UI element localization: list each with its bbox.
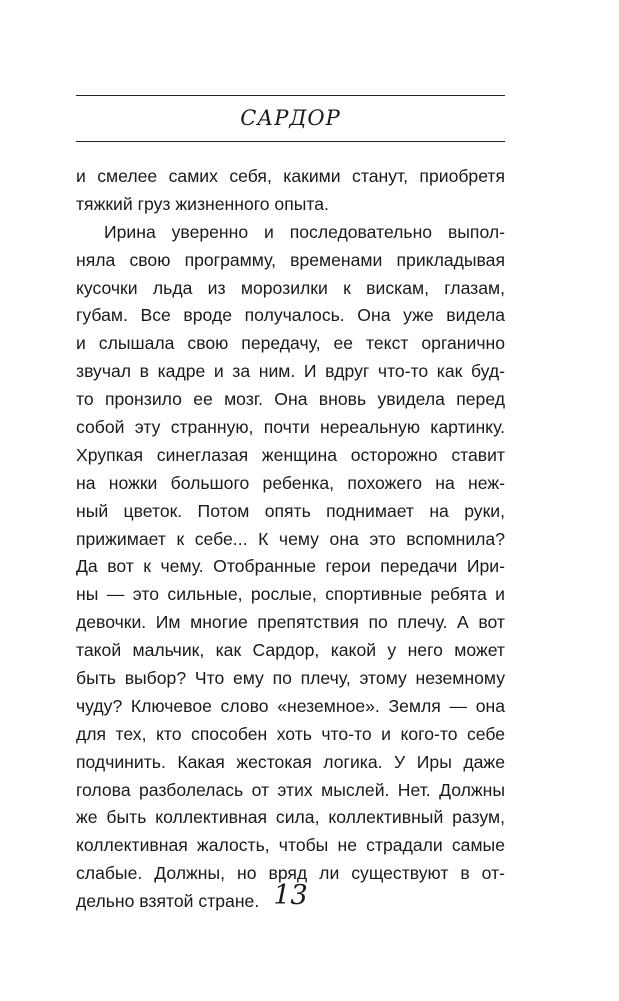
text-line: быть выбор? Что ему по плечу, этому неземному	[76, 668, 505, 689]
header-top-rule	[76, 95, 505, 96]
text-line: прижимает к себе... К чему она это вспомнила?	[76, 528, 505, 549]
text-line: собой эту странную, почти нереальную картинку.	[76, 417, 505, 438]
text-line: звучал в кадре и за ним. И вдруг что-то как буд-	[76, 361, 505, 382]
text-line: Ирина уверенно и последовательно выпол-	[104, 221, 505, 242]
text-line: голова разболелась от этих мыслей. Нет. Должны	[76, 779, 505, 800]
text-line: кусочки льда из морозилки к вискам, глазам,	[76, 277, 505, 298]
text-line: Хрупкая синеглазая женщина осторожно ставит	[76, 444, 505, 465]
text-line: подчинить. Какая жестокая логика. У Иры даже	[76, 751, 505, 772]
text-line: на ножки большого ребенка, похожего на неж-	[76, 472, 505, 493]
text-line: няла свою программу, временами прикладывая	[76, 249, 505, 270]
text-line: для тех, кто способен хоть что-то и кого-то себе	[76, 723, 505, 744]
text-line: и слышала свою передачу, ее текст органично	[76, 333, 505, 354]
text-line: чуду? Ключевое слово «неземное». Земля — она	[76, 695, 505, 716]
text-line: губам. Все вроде получалось. Она уже видела	[76, 305, 505, 326]
text-line: дельно взятой стране.	[76, 891, 260, 912]
text-line: тяжкий груз жизненного опыта.	[76, 193, 329, 214]
text-line: такой мальчик, как Сардор, какой у него может	[76, 640, 505, 661]
text-line: слабые. Должны, но вряд ли существуют в от-	[76, 863, 505, 884]
paragraph-2	[76, 219, 505, 916]
text-line: Да вот к чему. Отобранные герои передачи Ири-	[76, 556, 505, 577]
header-bottom-rule	[76, 141, 505, 142]
body-text	[76, 163, 505, 916]
text-line: и смелее самих себя, какими станут, приобретя	[76, 166, 505, 186]
text-line: девочки. Им многие препятствия по плечу. А вот	[76, 612, 505, 633]
paragraph-1	[76, 163, 505, 219]
text-line: ны — это сильные, рослые, спортивные ребята и	[76, 584, 505, 605]
running-head-title: САРДОР	[240, 106, 341, 130]
text-line: же быть коллективная сила, коллективный разум,	[76, 807, 505, 828]
text-line: коллективная жалость, чтобы не страдали самые	[76, 835, 505, 856]
page-number: 13	[273, 880, 308, 911]
text-line: то пронзило ее мозг. Она вновь увидела перед	[76, 389, 505, 410]
text-line: ный цветок. Потом опять поднимает на руки,	[76, 500, 505, 521]
